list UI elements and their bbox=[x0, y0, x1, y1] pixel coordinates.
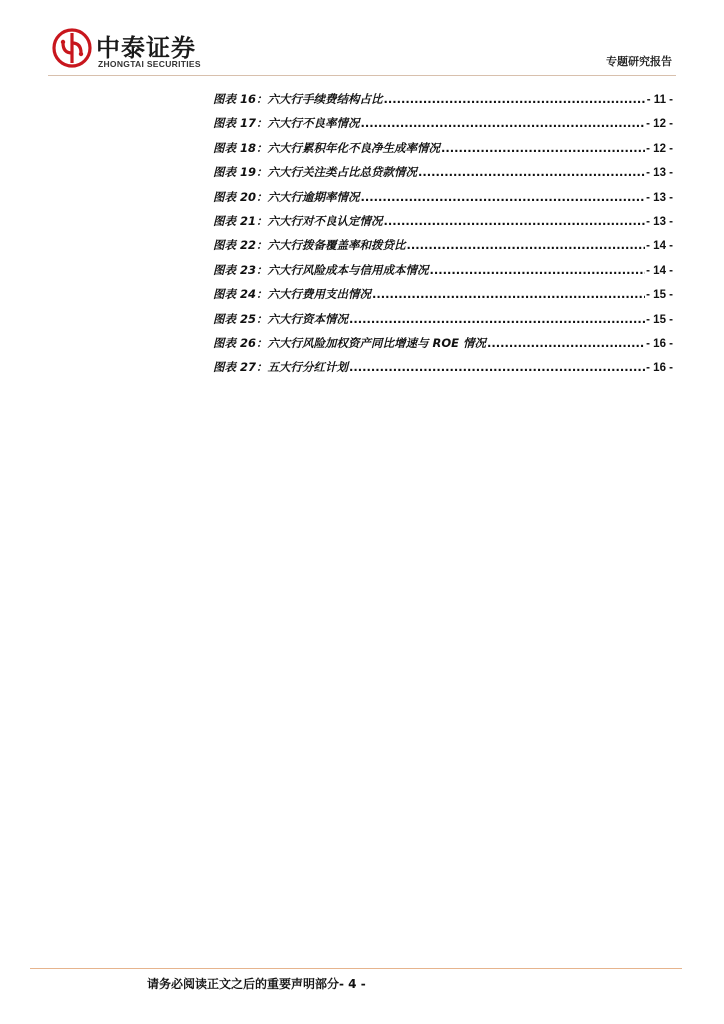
page-footer bbox=[147, 975, 366, 992]
toc-entry-label: 图表 24：六大行费用支出情况 bbox=[213, 287, 372, 302]
toc-entry[interactable] bbox=[213, 262, 673, 286]
toc-leader-dots bbox=[372, 287, 645, 301]
page-number: - 4 - bbox=[339, 977, 366, 991]
toc-leader-dots bbox=[418, 165, 645, 179]
toc-entry-page: - 13 - bbox=[646, 167, 673, 180]
toc-leader-dots bbox=[384, 92, 646, 106]
toc-entry[interactable] bbox=[213, 335, 673, 359]
figure-list bbox=[213, 91, 673, 384]
toc-entry[interactable] bbox=[213, 115, 673, 139]
toc-leader-dots bbox=[361, 190, 646, 204]
toc-leader-dots bbox=[384, 214, 646, 228]
toc-entry-page: - 16 - bbox=[646, 362, 673, 375]
toc-entry-page: - 13 - bbox=[646, 215, 673, 228]
toc-entry-label: 图表 26：六大行风险加权资产同比增速与 ROE 情况 bbox=[213, 335, 486, 350]
toc-entry[interactable] bbox=[213, 140, 673, 164]
toc-entry-label: 图表 23：六大行风险成本与信用成本情况 bbox=[213, 262, 429, 277]
toc-entry[interactable] bbox=[213, 91, 673, 115]
toc-entry-page: - 16 - bbox=[646, 337, 673, 350]
toc-entry-label: 图表 17：六大行不良率情况 bbox=[213, 116, 360, 131]
toc-entry[interactable] bbox=[213, 286, 673, 310]
toc-entry-label: 图表 20：六大行逾期率情况 bbox=[213, 189, 360, 204]
toc-entry-label: 图表 21：六大行对不良认定情况 bbox=[213, 213, 383, 228]
disclaimer-notice: 请务必阅读正文之后的重要声明部分 bbox=[147, 977, 340, 991]
toc-entry-page: - 12 - bbox=[646, 118, 673, 131]
toc-entry-label: 图表 22：六大行拨备覆盖率和拨贷比 bbox=[213, 238, 406, 253]
toc-entry-page: - 12 - bbox=[646, 142, 673, 155]
toc-leader-dots bbox=[349, 312, 645, 326]
toc-entry-page: - 11 - bbox=[646, 94, 673, 106]
toc-entry-page: - 14 - bbox=[646, 240, 673, 253]
toc-entry[interactable] bbox=[213, 359, 673, 383]
toc-leader-dots bbox=[361, 116, 646, 130]
company-name-cn: 中泰证券 bbox=[96, 34, 196, 62]
toc-leader-dots bbox=[441, 141, 645, 155]
toc-leader-dots bbox=[407, 238, 646, 252]
company-name-en: ZHONGTAI SECURITIES bbox=[98, 59, 201, 69]
toc-entry[interactable] bbox=[213, 213, 673, 237]
toc-entry-label: 图表 16：六大行手续费结构占比 bbox=[213, 92, 383, 106]
toc-entry[interactable] bbox=[213, 189, 673, 213]
toc-entry-page: - 14 - bbox=[646, 264, 673, 277]
zhongtai-logo-icon bbox=[52, 28, 92, 68]
toc-leader-dots bbox=[349, 360, 645, 374]
toc-entry[interactable] bbox=[213, 311, 673, 335]
toc-entry-page: - 15 - bbox=[646, 313, 673, 326]
toc-entry[interactable] bbox=[213, 237, 673, 261]
toc-entry-page: - 13 - bbox=[646, 191, 673, 204]
header-divider bbox=[48, 75, 676, 76]
toc-entry-label: 图表 27：五大行分红计划 bbox=[213, 360, 349, 375]
toc-leader-dots bbox=[487, 336, 645, 350]
toc-entry-label: 图表 19：六大行关注类占比总贷款情况 bbox=[213, 165, 418, 180]
company-logo bbox=[52, 28, 222, 72]
document-type: 专题研究报告 bbox=[606, 55, 672, 68]
footer-divider bbox=[30, 968, 682, 969]
toc-entry[interactable] bbox=[213, 164, 673, 188]
toc-entry-page: - 15 - bbox=[646, 289, 673, 302]
toc-entry-label: 图表 18：六大行累积年化不良净生成率情况 bbox=[213, 140, 441, 155]
toc-entry-label: 图表 25：六大行资本情况 bbox=[213, 311, 349, 326]
toc-leader-dots bbox=[430, 263, 646, 277]
